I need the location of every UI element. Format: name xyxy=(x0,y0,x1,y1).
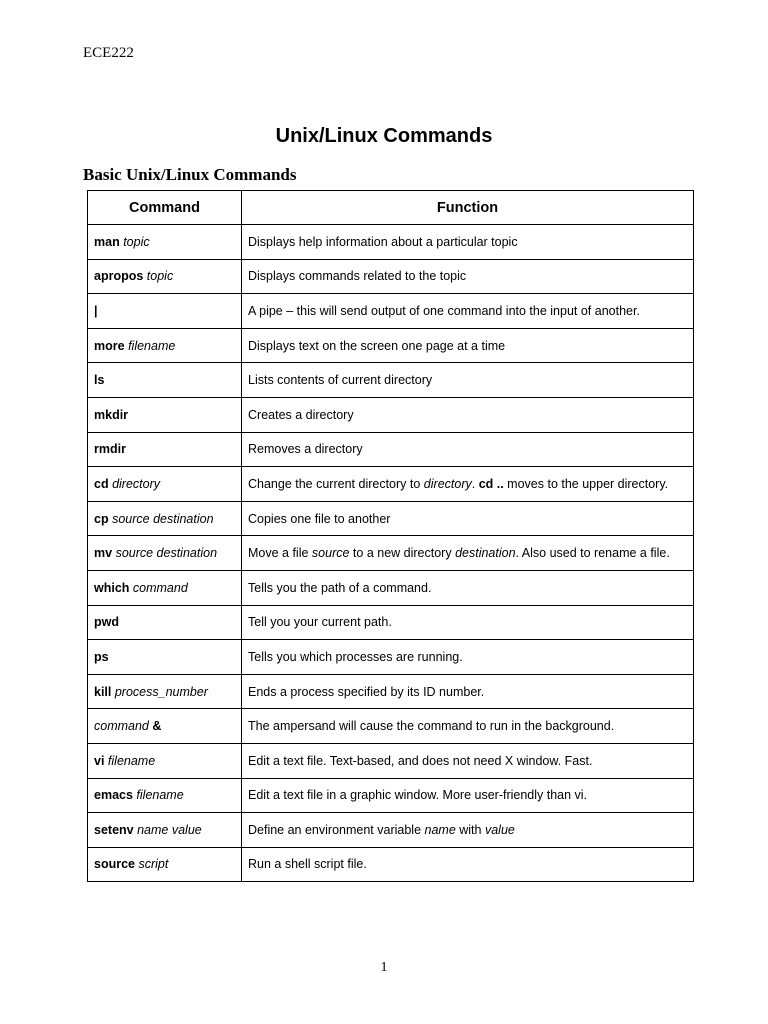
function-cell xyxy=(242,536,694,571)
table-row xyxy=(88,397,694,432)
text-segment: Displays commands related to the topic xyxy=(248,269,467,284)
column-header-function: Function xyxy=(242,191,694,225)
text-segment: vi xyxy=(94,753,105,768)
text-segment: mkdir xyxy=(94,407,129,422)
text-segment: source xyxy=(311,546,350,561)
command-cell xyxy=(88,294,242,329)
function-cell xyxy=(242,363,694,398)
text-segment: ps xyxy=(94,649,109,664)
text-segment: with xyxy=(455,822,485,837)
text-segment: Lists contents of current directory xyxy=(248,373,433,388)
function-cell xyxy=(242,259,694,294)
function-cell xyxy=(242,674,694,709)
text-segment: Run a shell script file. xyxy=(248,857,367,872)
table-body xyxy=(88,225,694,882)
command-cell xyxy=(88,259,242,294)
table-row xyxy=(88,328,694,363)
table-row xyxy=(88,225,694,260)
table-row xyxy=(88,778,694,813)
text-segment: Ends a process specified by its ID number. xyxy=(248,684,485,699)
table-row xyxy=(88,605,694,640)
function-cell xyxy=(242,294,694,329)
command-cell xyxy=(88,536,242,571)
text-segment: directory xyxy=(423,476,472,491)
function-cell xyxy=(242,397,694,432)
text-segment: source xyxy=(94,857,135,872)
table-row xyxy=(88,294,694,329)
page-title: Unix/Linux Commands xyxy=(275,125,493,147)
table-row xyxy=(88,813,694,848)
text-segment: source destination xyxy=(112,511,214,526)
text-segment: Edit a text file in a graphic window. More user-friendly than vi. xyxy=(248,788,588,803)
text-segment: man xyxy=(94,234,120,249)
function-cell xyxy=(242,640,694,675)
function-cell xyxy=(242,778,694,813)
text-segment: Tells you which processes are running. xyxy=(248,649,463,664)
text-segment: directory xyxy=(112,476,161,491)
text-segment: source destination xyxy=(115,546,218,561)
text-segment: apropos xyxy=(94,269,144,284)
function-cell xyxy=(242,605,694,640)
text-segment: pwd xyxy=(94,615,119,630)
text-segment: Removes a directory xyxy=(248,442,363,457)
function-cell xyxy=(242,328,694,363)
table-row xyxy=(88,467,694,502)
table-header-row xyxy=(88,191,694,225)
text-segment: destination xyxy=(455,546,516,561)
text-segment: Edit a text file. Text-based, and does not need X window. Fast. xyxy=(248,753,593,768)
text-segment: setenv xyxy=(94,822,134,837)
command-cell xyxy=(88,605,242,640)
text-segment: Displays help information about a particular topic xyxy=(248,234,518,249)
function-cell xyxy=(242,847,694,882)
text-segment: name value xyxy=(137,822,202,837)
table-row xyxy=(88,570,694,605)
function-cell xyxy=(242,467,694,502)
table-row xyxy=(88,709,694,744)
function-cell xyxy=(242,225,694,260)
table-row xyxy=(88,640,694,675)
command-cell xyxy=(88,640,242,675)
command-cell xyxy=(88,847,242,882)
text-segment: topic xyxy=(123,234,150,249)
command-cell xyxy=(88,397,242,432)
text-segment: Copies one file to another xyxy=(248,511,391,526)
text-segment: kill xyxy=(94,684,112,699)
function-cell xyxy=(242,813,694,848)
function-cell xyxy=(242,709,694,744)
text-segment: value xyxy=(484,822,515,837)
command-cell xyxy=(88,501,242,536)
text-segment: moves to the upper directory. xyxy=(503,476,669,491)
text-segment: command xyxy=(94,719,149,734)
text-segment: more xyxy=(94,338,125,353)
function-cell xyxy=(242,743,694,778)
command-cell xyxy=(88,363,242,398)
text-segment: command xyxy=(132,580,188,595)
text-segment: Creates a directory xyxy=(248,407,354,422)
text-segment: & xyxy=(152,719,162,734)
text-segment: filename xyxy=(107,753,156,768)
text-segment: A pipe – this will send output of one command into the input of another. xyxy=(248,303,640,318)
command-cell xyxy=(88,225,242,260)
table-row xyxy=(88,743,694,778)
text-segment: The ampersand will cause the command to run in the background. xyxy=(248,719,615,734)
course-code: ECE222 xyxy=(83,45,134,61)
text-segment: filename xyxy=(136,788,184,803)
command-cell xyxy=(88,328,242,363)
text-segment: cd xyxy=(94,476,109,491)
command-cell xyxy=(88,432,242,467)
text-segment: cp xyxy=(94,511,109,526)
text-segment: rmdir xyxy=(94,442,126,457)
command-cell xyxy=(88,467,242,502)
table-row xyxy=(88,363,694,398)
section-heading: Basic Unix/Linux Commands xyxy=(83,165,297,184)
table-row xyxy=(88,501,694,536)
command-cell xyxy=(88,778,242,813)
commands-table xyxy=(87,190,694,882)
table-row xyxy=(88,259,694,294)
page-number: 1 xyxy=(380,960,388,975)
text-segment: . xyxy=(471,476,479,491)
text-segment: Change the current directory to xyxy=(248,476,424,491)
command-cell xyxy=(88,570,242,605)
text-segment: Tell you your current path. xyxy=(248,615,392,630)
text-segment: topic xyxy=(146,269,174,284)
text-segment: | xyxy=(94,303,98,318)
column-header-command: Command xyxy=(88,191,242,225)
command-cell xyxy=(88,743,242,778)
text-segment: script xyxy=(138,857,169,872)
text-segment: emacs xyxy=(94,788,133,803)
table-row xyxy=(88,847,694,882)
table-row xyxy=(88,432,694,467)
text-segment: mv xyxy=(94,546,113,561)
text-segment: name xyxy=(424,822,456,837)
text-segment: Define an environment variable xyxy=(248,822,425,837)
text-segment: to a new directory xyxy=(349,546,456,561)
text-segment: ls xyxy=(94,373,105,388)
text-segment: Tells you the path of a command. xyxy=(248,580,432,595)
command-cell xyxy=(88,709,242,744)
command-cell xyxy=(88,813,242,848)
text-segment: process_number xyxy=(114,684,208,699)
table-row xyxy=(88,536,694,571)
function-cell xyxy=(242,570,694,605)
text-segment: Move a file xyxy=(248,546,312,561)
function-cell xyxy=(242,432,694,467)
text-segment: filename xyxy=(128,338,176,353)
function-cell xyxy=(242,501,694,536)
command-cell xyxy=(88,674,242,709)
table-row xyxy=(88,674,694,709)
text-segment: cd .. xyxy=(478,476,504,491)
text-segment: Displays text on the screen one page at a time xyxy=(248,338,506,353)
text-segment: which xyxy=(94,580,130,595)
text-segment: . Also used to rename a file. xyxy=(515,546,670,561)
